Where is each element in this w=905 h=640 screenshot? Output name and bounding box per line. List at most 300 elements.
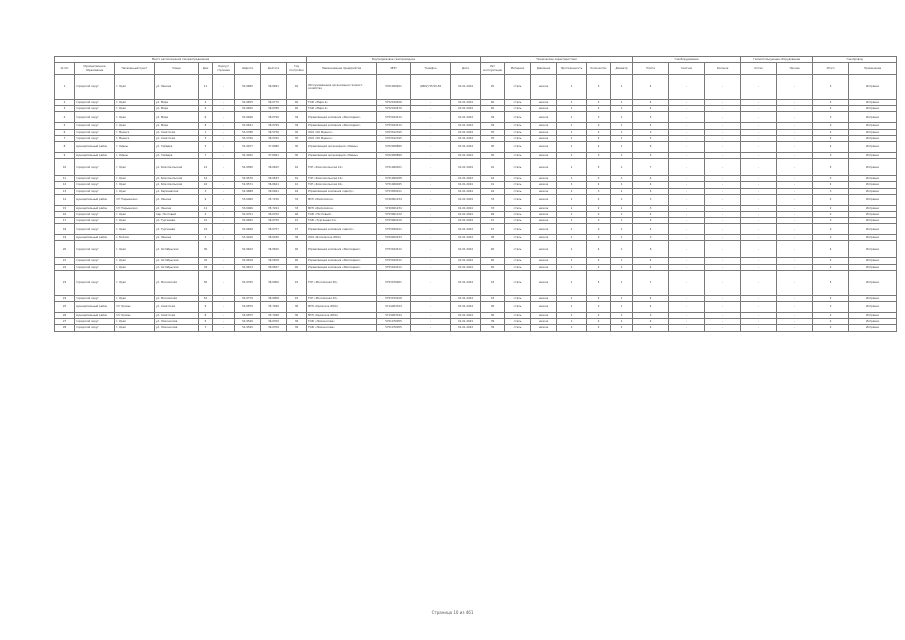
table-cell: - <box>705 211 741 217</box>
table-cell: ТСН «Комсомольская 12» <box>307 159 377 176</box>
table-cell: сталь <box>505 270 531 295</box>
table-cell: - <box>669 135 705 141</box>
table-cell: 01.01.2024 <box>451 270 481 295</box>
table-cell: 7 <box>199 325 213 331</box>
column-header: Год постройки <box>287 63 307 75</box>
table-cell: 2 <box>587 176 611 182</box>
table-cell: - <box>705 224 741 235</box>
table-cell: г. Орел <box>115 264 155 270</box>
table-cell: 4 <box>633 319 669 325</box>
table-cell: 1 <box>611 270 633 295</box>
table-cell: 2 <box>587 135 611 141</box>
table-cell: - <box>669 123 705 129</box>
table-cell: 13 <box>55 188 75 194</box>
column-header: Котел <box>741 63 777 75</box>
table-cell: - <box>669 159 705 176</box>
table-cell: 1 <box>557 75 587 100</box>
table-cell: 14 <box>55 194 75 205</box>
table-cell: 2 <box>813 135 849 141</box>
table-cell: 52.6875 <box>235 313 261 319</box>
table-cell: - <box>669 152 705 158</box>
table-cell: 01.01.2024 <box>451 176 481 182</box>
table-cell: Исправно <box>849 224 897 235</box>
table-cell: 35.7230 <box>261 194 287 205</box>
table-cell: 5 <box>55 123 75 129</box>
table-cell: 1 <box>557 188 587 194</box>
table-cell: Исправно <box>849 211 897 217</box>
table-cell: 52.9650 <box>235 106 261 112</box>
table-cell: ул. Комсомольская <box>155 159 199 176</box>
table-cell: - <box>411 224 451 235</box>
table-cell: 3 <box>633 135 669 141</box>
table-cell: низкое <box>531 218 557 224</box>
table-cell: Управляющая организация «Ливны» <box>307 152 377 158</box>
table-cell: - <box>777 182 813 188</box>
table-cell: 38 <box>481 235 505 241</box>
table-cell: 36.0827 <box>261 264 287 270</box>
table-cell: низкое <box>531 194 557 205</box>
table-cell: 18 <box>55 224 75 235</box>
table-cell: 01.01.2024 <box>451 100 481 106</box>
table-cell: 1 <box>557 302 587 313</box>
table-cell: 52.9701 <box>235 211 261 217</box>
table-cell: низкое <box>531 302 557 313</box>
table-cell: 52.9699 <box>235 224 261 235</box>
table-cell: - <box>705 258 741 264</box>
table-cell: - <box>411 112 451 123</box>
table-cell: 01.01.2024 <box>451 129 481 135</box>
table-cell: 14 <box>199 176 213 182</box>
table-cell: 40 <box>481 106 505 112</box>
table-cell: Исправно <box>849 106 897 112</box>
table-cell: 1 <box>557 141 587 152</box>
table-cell: - <box>705 176 741 182</box>
table-cell: - <box>213 241 235 258</box>
table-cell: 50 <box>199 270 213 295</box>
table-cell: 8 <box>199 123 213 129</box>
table-cell: 7 <box>633 270 669 295</box>
table-cell: 1 <box>611 135 633 141</box>
table-cell: 2 <box>587 319 611 325</box>
table-cell: городской округ <box>75 182 115 188</box>
table-cell: 21 <box>199 218 213 224</box>
table-cell: 4 <box>633 224 669 235</box>
table-cell: 47 <box>481 224 505 235</box>
table-cell: 9 <box>55 152 75 158</box>
table-cell: 3 <box>587 302 611 313</box>
table-row <box>55 241 897 258</box>
table-cell: 11 <box>55 176 75 182</box>
table-cell: - <box>705 188 741 194</box>
table-cell: - <box>213 224 235 235</box>
table-cell: 36.0810 <box>261 241 287 258</box>
table-cell: 5753044312 <box>377 112 411 123</box>
table-cell: городской округ <box>75 129 115 135</box>
table-cell: 1 <box>611 295 633 301</box>
table-cell: ул. Советская <box>155 302 199 313</box>
table-cell: 1 <box>611 264 633 270</box>
table-cell: сталь <box>505 188 531 194</box>
table-cell: ул. Московская <box>155 295 199 301</box>
table-cell: - <box>741 211 777 217</box>
table-cell: 2 <box>813 258 849 264</box>
table-cell: 40 <box>287 258 307 264</box>
table-cell: 1 <box>611 211 633 217</box>
table-cell: - <box>741 176 777 182</box>
table-cell: - <box>411 123 451 129</box>
table-cell: - <box>213 211 235 217</box>
table-cell: ул. Советская <box>155 129 199 135</box>
table-cell: 1 <box>557 325 587 331</box>
table-cell: Управляющая компания «Жилсервис» <box>307 264 377 270</box>
table-cell: 1 <box>557 224 587 235</box>
table-cell: 4 <box>633 106 669 112</box>
table-cell: низкое <box>531 264 557 270</box>
table-cell: 43 <box>287 295 307 301</box>
table-cell: Исправно <box>849 302 897 313</box>
table-cell: - <box>705 205 741 211</box>
table-cell: городской округ <box>75 325 115 331</box>
table-cell: Исправно <box>849 152 897 158</box>
table-cell: 21 <box>55 258 75 264</box>
column-header: Наименование предприятия <box>307 63 377 75</box>
table-cell: 6 <box>55 129 75 135</box>
table-cell: сталь <box>505 100 531 106</box>
table-cell: - <box>705 75 741 100</box>
table-cell: 35 <box>287 129 307 135</box>
column-header: Прочее <box>777 63 813 75</box>
table-cell: 5753070018 <box>377 295 411 301</box>
table-cell: 5753061120 <box>377 211 411 217</box>
table-cell: 2 <box>587 295 611 301</box>
table-cell: сталь <box>505 159 531 176</box>
table-cell: 40 <box>481 258 505 264</box>
table-cell: - <box>411 218 451 224</box>
table-cell: 5720001234 <box>377 194 411 205</box>
table-cell: - <box>411 182 451 188</box>
table-cell: г. Орел <box>115 319 155 325</box>
table-cell: - <box>669 106 705 112</box>
table-cell: - <box>411 141 451 152</box>
table-cell: - <box>411 264 451 270</box>
table-cell: пгт Кромы <box>115 313 155 319</box>
table-cell: 40 <box>481 100 505 106</box>
table-cell: 25 <box>55 302 75 313</box>
table-cell: 2 <box>813 182 849 188</box>
table-cell: - <box>741 194 777 205</box>
table-cell: - <box>411 176 451 182</box>
table-cell: 1 <box>611 313 633 319</box>
table-cell: - <box>741 235 777 241</box>
table-cell: 36.0750 <box>261 218 287 224</box>
table-cell: 34 <box>199 264 213 270</box>
table-cell: - <box>213 123 235 129</box>
table-cell: сталь <box>505 152 531 158</box>
table-cell: - <box>741 241 777 258</box>
table-cell: 45 <box>287 75 307 100</box>
table-cell: 36.0799 <box>261 123 287 129</box>
table-cell: 1 <box>611 194 633 205</box>
table-row <box>55 325 897 331</box>
table-row <box>55 141 897 152</box>
table-cell: - <box>669 211 705 217</box>
table-cell: - <box>411 194 451 205</box>
table-cell: 33 <box>287 194 307 205</box>
table-cell: - <box>411 205 451 211</box>
table-cell: 3 <box>813 112 849 123</box>
table-cell: 43 <box>287 270 307 295</box>
table-cell: 5 <box>633 218 669 224</box>
header-group-pipeline: Газопровод <box>813 57 897 63</box>
table-cell: 42 <box>481 176 505 182</box>
table-cell: 52.9613 <box>235 264 261 270</box>
table-cell: 52.9641 <box>235 123 261 129</box>
table-cell: ТСН «Московская 50» <box>307 270 377 295</box>
table-cell: ул. Мира <box>155 123 199 129</box>
table-cell: низкое <box>531 129 557 135</box>
table-cell: 35 <box>481 129 505 135</box>
table-cell: г. Орел <box>115 258 155 264</box>
table-cell: 2 <box>587 205 611 211</box>
table-cell: 01.01.2024 <box>451 218 481 224</box>
table-cell: 11 <box>199 75 213 100</box>
table-cell: 36.0702 <box>261 211 287 217</box>
table-cell: 3 <box>813 302 849 313</box>
table-cell: ул. Ленина <box>155 235 199 241</box>
table-cell: 5720001234 <box>377 205 411 211</box>
table-cell: 2 <box>813 319 849 325</box>
table-cell: 01.01.2024 <box>451 106 481 112</box>
table-cell: Исправно <box>849 188 897 194</box>
table-cell: - <box>705 241 741 258</box>
table-cell: 2 <box>55 100 75 106</box>
header-group-internal: Внутридомовое газопроводное <box>307 57 481 63</box>
table-cell: - <box>777 123 813 129</box>
table-cell: г. Орел <box>115 112 155 123</box>
table-cell: г. Орел <box>115 325 155 331</box>
table-cell: 5751060045 <box>377 182 411 188</box>
table-cell: сталь <box>505 182 531 188</box>
table-cell: 41 <box>287 182 307 188</box>
column-header: № п/п <box>55 63 75 75</box>
table-cell: 23 <box>55 270 75 295</box>
table-cell: 3 <box>633 194 669 205</box>
table-cell: 40 <box>287 241 307 258</box>
column-header: Муниципальное образование <box>75 63 115 75</box>
table-cell: 6 <box>633 241 669 258</box>
table-cell: сталь <box>505 325 531 331</box>
table-cell: - <box>705 129 741 135</box>
table-cell: 36.0625 <box>261 159 287 176</box>
table-cell: 52.9622 <box>235 241 261 258</box>
table-cell: - <box>669 235 705 241</box>
table-cell: 24 <box>55 295 75 301</box>
table-cell: городской округ <box>75 188 115 194</box>
table-cell: 39 <box>287 319 307 325</box>
table-cell: низкое <box>531 141 557 152</box>
table-cell: 39 <box>481 123 505 129</box>
table-cell: 36 <box>481 302 505 313</box>
table-cell: 5703012345 <box>377 135 411 141</box>
table-cell: МУП «Жилкомхоз» <box>307 194 377 205</box>
table-cell: - <box>705 302 741 313</box>
table-cell: - <box>705 159 741 176</box>
table-cell: г. Орел <box>115 100 155 106</box>
table-cell: низкое <box>531 258 557 264</box>
table-cell: 36.0900 <box>261 270 287 295</box>
table-cell: 5751070055 <box>377 319 411 325</box>
table-cell: сталь <box>505 112 531 123</box>
table-cell: - <box>705 182 741 188</box>
table-cell: - <box>669 75 705 100</box>
table-cell: городской округ <box>75 112 115 123</box>
table-cell: 4 <box>633 325 669 331</box>
table-cell: 5702008890 <box>377 141 411 152</box>
table-cell: 16 <box>199 182 213 188</box>
table-cell: Исправно <box>849 112 897 123</box>
table-cell: - <box>411 135 451 141</box>
table-cell: - <box>669 241 705 258</box>
spreadsheet-page <box>54 56 892 332</box>
table-cell: 2 <box>199 211 213 217</box>
table-cell: ул. Октябрьская <box>155 264 199 270</box>
table-cell: - <box>741 100 777 106</box>
table-cell: (4862) 55-50-50 <box>411 75 451 100</box>
table-cell: низкое <box>531 241 557 258</box>
table-cell: 2 <box>813 264 849 270</box>
table-cell: - <box>411 325 451 331</box>
table-cell: 30 <box>481 152 505 158</box>
table-cell: 01.01.2024 <box>451 258 481 264</box>
table-cell: - <box>213 159 235 176</box>
table-cell: ТСЖ «Ломоносова» <box>307 319 377 325</box>
table-cell: - <box>669 112 705 123</box>
table-cell: 7 <box>199 152 213 158</box>
table-cell: 1 <box>199 129 213 135</box>
table-cell: 2 <box>587 258 611 264</box>
table-cell: - <box>411 235 451 241</box>
table-cell: 4 <box>633 295 669 301</box>
table-cell: г. Орел <box>115 218 155 224</box>
table-cell: 6 <box>199 112 213 123</box>
table-cell: сталь <box>505 319 531 325</box>
table-cell: 39 <box>287 325 307 331</box>
table-cell: 3 <box>587 112 611 123</box>
table-cell: - <box>705 106 741 112</box>
table-cell: - <box>213 176 235 182</box>
table-cell: сталь <box>505 141 531 152</box>
table-cell: 5 <box>587 159 611 176</box>
table-cell: 5703012345 <box>377 129 411 135</box>
table-cell: 01.01.2024 <box>451 235 481 241</box>
table-cell: 1 <box>557 270 587 295</box>
table-cell: 5753050011 <box>377 224 411 235</box>
table-cell: - <box>777 194 813 205</box>
table-cell: 52.9646 <box>235 112 261 123</box>
table-cell: 35.7948 <box>261 313 287 319</box>
table-cell: Исправно <box>849 264 897 270</box>
table-cell: низкое <box>531 112 557 123</box>
table-cell: - <box>741 264 777 270</box>
table-cell: 42 <box>287 176 307 182</box>
table-cell: городской округ <box>75 295 115 301</box>
table-cell: муниципальный район <box>75 235 115 241</box>
table-cell: 30 <box>199 241 213 258</box>
table-cell: 1 <box>557 106 587 112</box>
table-cell: 36 <box>287 313 307 319</box>
table-cell: 2 <box>587 313 611 319</box>
table-cell: городской округ <box>75 270 115 295</box>
table-cell: 4 <box>199 235 213 241</box>
table-cell: 35.7940 <box>261 302 287 313</box>
table-cell: - <box>213 106 235 112</box>
table-cell: 2 <box>813 123 849 129</box>
table-cell: 43 <box>481 270 505 295</box>
table-cell: городской округ <box>75 224 115 235</box>
table-cell: сталь <box>505 205 531 211</box>
table-cell: городской округ <box>75 135 115 141</box>
table-cell: городской округ <box>75 258 115 264</box>
table-cell: 2 <box>813 100 849 106</box>
table-cell: - <box>777 112 813 123</box>
column-header: ИНН <box>377 63 411 75</box>
table-cell: - <box>411 159 451 176</box>
table-cell: - <box>213 313 235 319</box>
table-cell: 1 <box>557 176 587 182</box>
table-cell: Управляющая компания «Жилсервис» <box>307 258 377 264</box>
table-cell: 1 <box>611 100 633 106</box>
table-cell: 53.0060 <box>235 194 261 205</box>
table-cell: - <box>741 106 777 112</box>
table-cell: сталь <box>505 129 531 135</box>
table-cell: ул. Тургенева <box>155 218 199 224</box>
table-cell: 10 <box>55 159 75 176</box>
table-cell: 38 <box>287 235 307 241</box>
column-header: Населенный пункт <box>115 63 155 75</box>
table-cell: Исправно <box>849 235 897 241</box>
table-cell: 4 <box>633 100 669 106</box>
table-cell: 52.9688 <box>235 188 261 194</box>
table-cell: 52.9618 <box>235 258 261 264</box>
table-cell: 5701000921 <box>377 75 411 100</box>
table-cell: 1 <box>557 129 587 135</box>
table-cell: 01.01.2024 <box>451 135 481 141</box>
table-cell: 1 <box>611 159 633 176</box>
table-cell: Исправно <box>849 205 897 211</box>
table-cell: - <box>705 123 741 129</box>
table-cell: 36.5762 <box>261 135 287 141</box>
table-cell: 1 <box>557 313 587 319</box>
table-cell: - <box>741 141 777 152</box>
table-cell: 5753062210 <box>377 218 411 224</box>
table-cell: Исправно <box>849 218 897 224</box>
table-cell: 52.9545 <box>235 325 261 331</box>
header-group-tech: Технические характеристики <box>481 57 633 63</box>
table-cell: 2 <box>587 194 611 205</box>
table-cell: - <box>411 302 451 313</box>
table-cell: ул. Мира <box>155 106 199 112</box>
table-cell: - <box>669 319 705 325</box>
table-cell: сталь <box>505 75 531 100</box>
table-cell: - <box>741 123 777 129</box>
table-cell: - <box>669 188 705 194</box>
table-cell: 52.9770 <box>235 295 261 301</box>
table-cell: 35.7241 <box>261 205 287 211</box>
table-cell: низкое <box>531 100 557 106</box>
table-cell: 01.01.2024 <box>451 194 481 205</box>
table-cell: 4 <box>633 182 669 188</box>
table-cell: Управляющая компания «Жилсервис» <box>307 241 377 258</box>
